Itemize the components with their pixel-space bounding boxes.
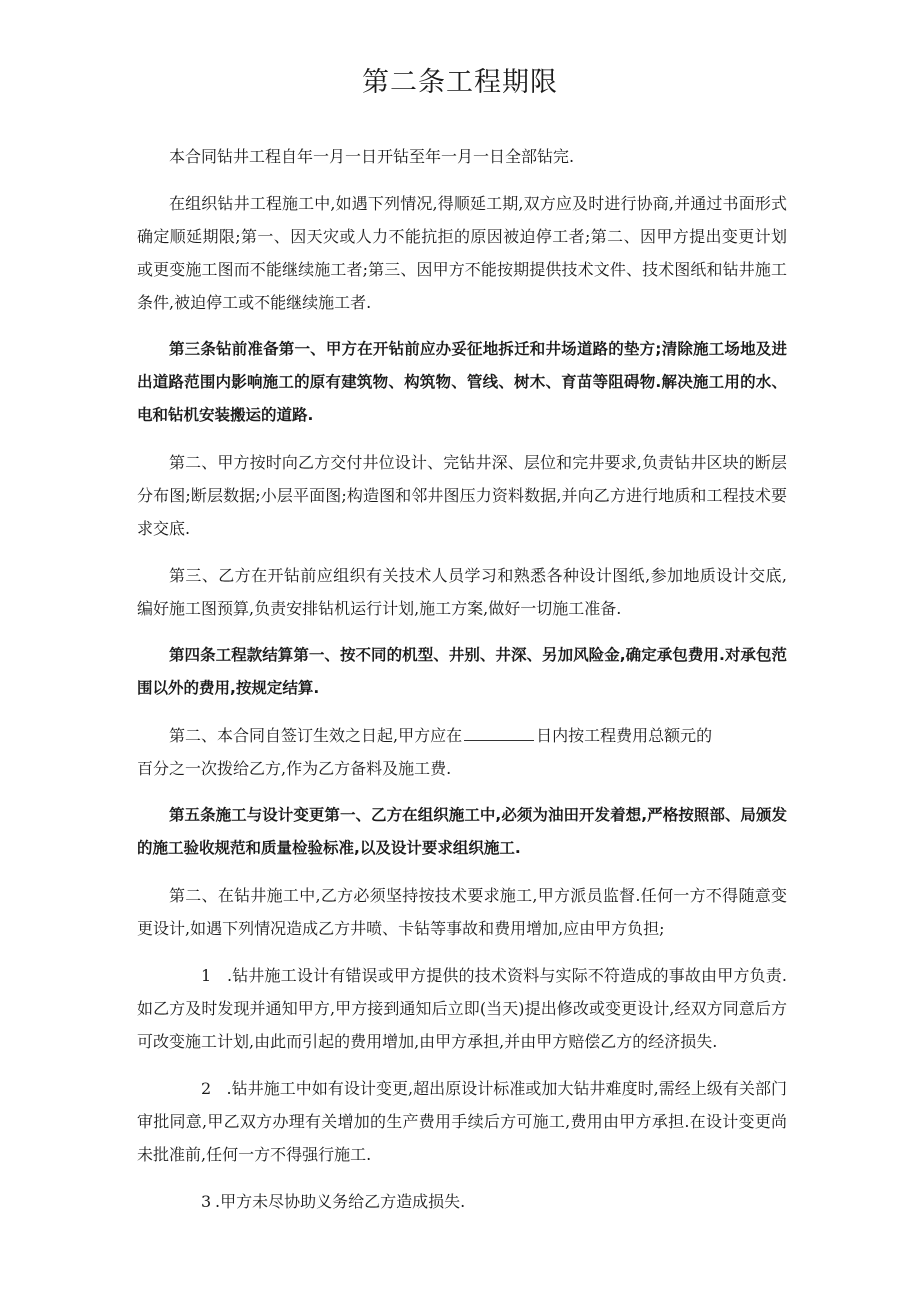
page-title: 第二条工程期限 [362,67,558,98]
paragraph-article-5: 第五条施工与设计变更第一、乙方在组织施工中,必须为油田开发着想,严格按照部、局颁发的施工验收规范和质量检验标准,以及设计要求组织施工. [137,806,787,857]
list-item-text: .甲方未尽协助义务给乙方造成损失. [215,1192,466,1211]
blank-days-field[interactable] [464,722,534,741]
paragraph-payment-cont: 百分之一次拨给乙方,作为乙方备料及施工费. [137,759,452,778]
paragraph-party-b-prep: 第三、乙方在开钻前应组织有关技术人员学习和熟悉各种设计图纸,参加地质设计交底,编好施工图预算,负责安排钻机运行计划,施工方案,做好一切施工准备. [137,566,787,618]
paragraph-article-4: 第四条工程款结算第一、按不同的机型、井别、井深、另加风险金,确定承包费用.对承包范围以外的费用,按规定结算. [137,646,787,697]
list-item-text: .钻井施工中如有设计变更,超出原设计标准或加大钻井难度时,需经上级有关部门审批同意,甲乙双方办理有关增加的生产费用手续后方可施工,费用由甲方承担.在设计变更尚未批准前,任何一方不得强行施工. [137,1079,787,1164]
paragraph-start-date: 本合同钻井工程自年一月一日开钻至年一月一日全部钻完. [169,147,575,166]
list-item-3 [137,1185,787,1218]
paragraph-article-3: 第三条钻前准备第一、甲方在开钻前应办妥征地拆迁和井场道路的垫方;清除施工场地及进出道路范围内影响施工的原有建筑物、构筑物、管线、树木、育苗等阻碍物.解决施工用的水、电和钻机安装搬运的道路. [137,340,787,424]
document-body [137,140,787,1232]
list-item-2 [137,1072,787,1171]
list-item-number: 2 [201,1079,212,1098]
list-item-number: 1 [201,966,212,985]
paragraph-extension: 在组织钻井工程施工中,如遇下列情况,得顺延工期,双方应及时进行协商,并通过书面形式确定顺延期限;第一、因天灾或人力不能抗拒的原因被迫停工者;第二、因甲方提出变更计划或更变施工图而不能继续施工者;第三、因甲方不能按期提供技术文件、技术图纸和钻井施工条件,被迫停工或不能继续施工者. [137,194,787,312]
paragraph-design-change: 第二、在钻井施工中,乙方必须坚持按技术要求施工,甲方派员监督.任何一方不得随意变更设计,如遇下列情况造成乙方井喷、卡钻等事故和费用增加,应由甲方负担; [137,886,787,938]
paragraph-party-a-duties: 第二、甲方按时向乙方交付井位设计、完钻井深、层位和完井要求,负责钻井区块的断层分布图;断层数据;小层平面图;构造图和邻井图压力资料数据,并向乙方进行地质和工程技术要求交底. [137,453,787,538]
payment-text-b: 日内按工程费用总额元的 [536,726,713,745]
paragraph-payment [137,719,787,752]
list-item-1 [137,959,787,1058]
list-item-number: 3 [201,1192,212,1211]
list-item-text: .钻井施工设计有错误或甲方提供的技术资料与实际不符造成的事故由甲方负责.如乙方及时发现并通知甲方,甲方接到通知后立即(当天)提出修改或变更设计,经双方同意后方可改变施工计划,由此而引起的费用增加,由甲方承担,并由甲方赔偿乙方的经济损失. [137,966,787,1051]
payment-text-a: 第二、本合同自签订生效之日起,甲方应在 [169,726,463,745]
